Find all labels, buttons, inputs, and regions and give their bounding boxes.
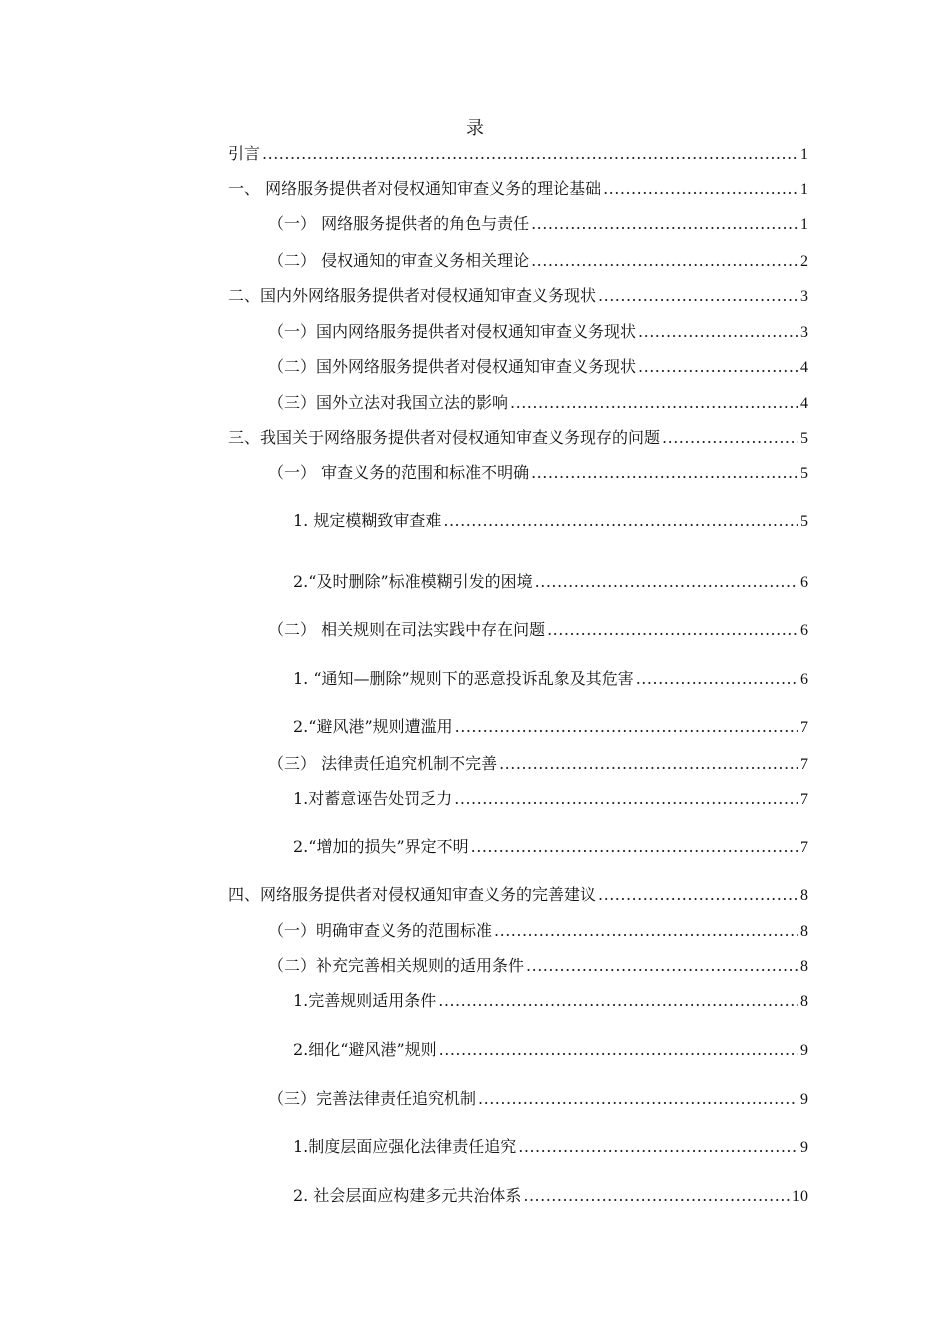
toc-dot-leader	[603, 179, 798, 199]
toc-entry-item-4-2-1[interactable]	[293, 991, 808, 1012]
toc-dot-leader	[531, 214, 798, 234]
toc-entry-label: 1. 规定模糊致审查难	[293, 511, 442, 530]
toc-page-number: 5	[800, 430, 808, 447]
toc-entry-label: 2.细化“避风港”规则	[293, 1040, 437, 1059]
toc-entry-label: 四、网络服务提供者对侵权通知审查义务的完善建议	[228, 885, 597, 904]
toc-page-number: 7	[800, 791, 808, 808]
toc-dot-leader	[439, 1040, 798, 1060]
toc-entry-item-3-2-1[interactable]	[293, 669, 808, 690]
toc-entry-label: 引言	[228, 144, 261, 163]
toc-dot-leader	[526, 956, 798, 976]
toc-dot-leader	[443, 511, 798, 531]
toc-entry-item-3-1-2[interactable]	[293, 572, 808, 593]
toc-entry-label: 1.制度层面应强化法律责任追究	[293, 1137, 517, 1156]
toc-entry-label: （三）国外立法对我国立法的影响	[268, 393, 509, 412]
toc-entry-section-4-1[interactable]	[268, 921, 808, 942]
toc-entry-item-3-2-2[interactable]	[293, 717, 808, 738]
toc-title: 录	[466, 118, 484, 139]
toc-entry-label: （二）国外网络服务提供者对侵权通知审查义务现状	[268, 357, 637, 376]
toc-entry-label: 2. 社会层面应构建多元共治体系	[293, 1186, 522, 1205]
toc-dot-leader	[510, 393, 798, 413]
toc-dot-leader	[547, 620, 798, 640]
toc-entry-section-3-3[interactable]	[268, 754, 808, 775]
toc-page-number: 7	[800, 719, 808, 736]
toc-entry-label: （一）明确审查义务的范围标准	[268, 921, 493, 940]
toc-entry-item-4-2-2[interactable]	[293, 1040, 808, 1061]
toc-entry-section-3-1[interactable]	[268, 463, 808, 484]
toc-dot-leader	[471, 837, 798, 857]
toc-entry-label: 二、国内外网络服务提供者对侵权通知审查义务现状	[228, 286, 597, 305]
toc-entry-label: （一） 审查义务的范围和标准不明确	[268, 463, 530, 482]
toc-entry-label: （一） 网络服务提供者的角色与责任	[268, 214, 530, 233]
toc-entry-section-1-2[interactable]	[268, 251, 808, 272]
toc-entry-label: 1.对蓄意诬告处罚乏力	[293, 789, 453, 808]
toc-dot-leader	[662, 428, 798, 448]
toc-dot-leader	[499, 754, 798, 774]
toc-page-number: 10	[792, 1188, 808, 1205]
toc-page-number: 3	[800, 324, 808, 341]
toc-page-number: 4	[800, 359, 808, 376]
toc-dot-leader	[455, 717, 798, 737]
toc-dot-leader	[262, 144, 798, 164]
toc-entry-label: 2.“避风港”规则遭滥用	[293, 717, 453, 736]
toc-dot-leader	[638, 357, 798, 377]
toc-page-number: 6	[800, 622, 808, 639]
toc-entry-section-2-1[interactable]	[268, 322, 808, 343]
toc-entry-section-1-1[interactable]	[268, 214, 808, 235]
toc-dot-leader	[531, 463, 798, 483]
toc-page-number: 4	[800, 395, 808, 412]
toc-entry-label: （三）完善法律责任追究机制	[268, 1089, 477, 1108]
toc-entry-section-3-2[interactable]	[268, 620, 808, 641]
toc-dot-leader	[478, 1089, 798, 1109]
toc-page-number: 2	[800, 253, 808, 270]
toc-entry-item-3-3-1[interactable]	[293, 789, 808, 810]
toc-dot-leader	[638, 322, 798, 342]
toc-entry-chapter-4[interactable]	[228, 885, 808, 906]
toc-entry-label: （二） 侵权通知的审查义务相关理论	[268, 251, 530, 270]
toc-page-number: 1	[800, 181, 808, 198]
toc-entry-introduction[interactable]	[228, 144, 808, 165]
toc-dot-leader	[518, 1137, 798, 1157]
toc-entry-label: （二） 相关规则在司法实践中存在问题	[268, 620, 546, 639]
toc-entry-chapter-3[interactable]	[228, 428, 808, 449]
toc-dot-leader	[494, 921, 798, 941]
toc-page-number: 7	[800, 756, 808, 773]
toc-entry-label: 三、我国关于网络服务提供者对侵权通知审查义务现存的问题	[228, 428, 661, 447]
toc-entry-item-3-1-1[interactable]	[293, 511, 808, 532]
toc-dot-leader	[598, 286, 798, 306]
toc-entry-section-2-3[interactable]	[268, 393, 808, 414]
toc-entry-chapter-1[interactable]	[228, 179, 808, 200]
toc-entry-label: （三） 法律责任追究机制不完善	[268, 754, 498, 773]
toc-entry-label: （一）国内网络服务提供者对侵权通知审查义务现状	[268, 322, 637, 341]
toc-dot-leader	[535, 572, 798, 592]
toc-entry-label: 1.完善规则适用条件	[293, 991, 437, 1010]
toc-entry-section-4-3[interactable]	[268, 1089, 808, 1110]
toc-page-number: 5	[800, 465, 808, 482]
toc-entry-item-4-3-1[interactable]	[293, 1137, 808, 1158]
toc-page-number: 8	[800, 887, 808, 904]
toc-page-number: 9	[800, 1091, 808, 1108]
toc-page-number: 3	[800, 288, 808, 305]
toc-page-number: 9	[800, 1139, 808, 1156]
toc-page-number: 5	[800, 513, 808, 530]
toc-page-number: 7	[800, 839, 808, 856]
toc-page-number: 1	[800, 146, 808, 163]
toc-dot-leader	[598, 885, 798, 905]
toc-entry-item-3-3-2[interactable]	[293, 837, 808, 858]
toc-page-number: 9	[800, 1042, 808, 1059]
toc-page-number: 8	[800, 993, 808, 1010]
toc-page-number: 1	[800, 216, 808, 233]
toc-page-number: 6	[800, 671, 808, 688]
toc-dot-leader	[523, 1186, 790, 1206]
toc-entry-label: 2.“增加的损失”界定不明	[293, 837, 469, 856]
toc-entry-item-4-3-2[interactable]	[293, 1186, 808, 1207]
toc-dot-leader	[636, 669, 798, 689]
toc-dot-leader	[531, 251, 798, 271]
toc-entry-section-4-2[interactable]	[268, 956, 808, 977]
toc-dot-leader	[454, 789, 798, 809]
toc-entry-section-2-2[interactable]	[268, 357, 808, 378]
toc-entry-label: 一、 网络服务提供者对侵权通知审查义务的理论基础	[228, 179, 602, 198]
toc-entry-label: 2.“及时删除”标准模糊引发的困境	[293, 572, 533, 591]
toc-page-number: 6	[800, 574, 808, 591]
toc-page-number: 8	[800, 958, 808, 975]
toc-entry-label: 1. “通知—删除”规则下的恶意投诉乱象及其危害	[293, 669, 634, 688]
toc-entry-label: （二）补充完善相关规则的适用条件	[268, 956, 525, 975]
toc-entry-chapter-2[interactable]	[228, 286, 808, 307]
toc-dot-leader	[438, 991, 798, 1011]
toc-page-number: 8	[800, 923, 808, 940]
